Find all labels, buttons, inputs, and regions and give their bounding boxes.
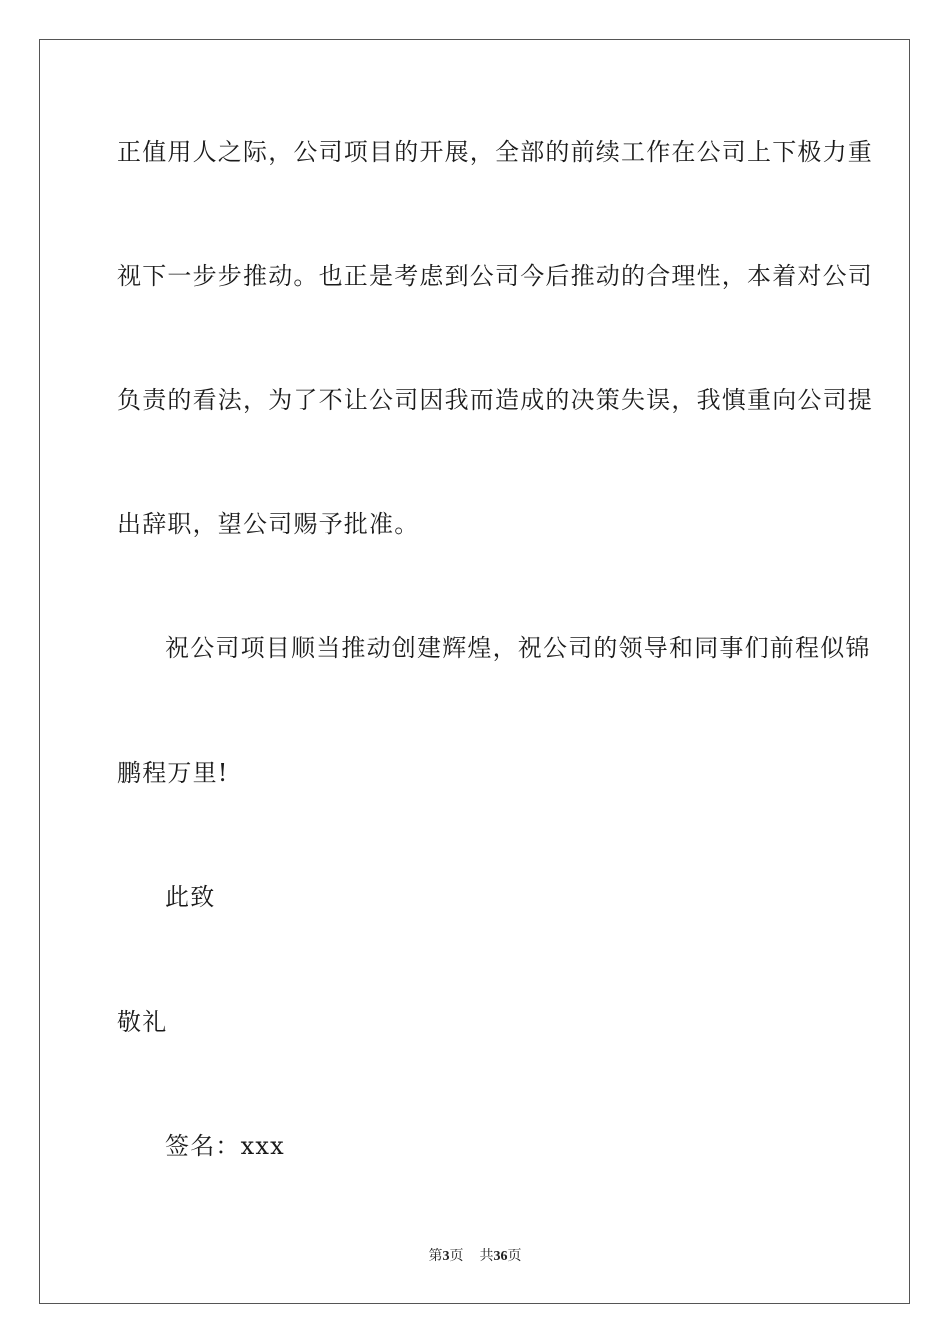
paragraph-line-2: 视下一步步推动。也正是考虑到公司今后推动的合理性，本着对公司 [117, 262, 873, 290]
page-number: 3 [442, 1249, 450, 1264]
paragraph-line-1: 正值用人之际，公司项目的开展，全部的前续工作在公司上下极力重 [117, 138, 873, 166]
blessing-line-2: 鹏程万里! [117, 759, 229, 787]
paragraph-line-4: 出辞职，望公司赐予批准。 [117, 510, 420, 538]
total-prefix: 共 [479, 1249, 494, 1264]
page-footer [0, 1248, 950, 1266]
blessing-line-1: 祝公司项目顺当推动创建辉煌，祝公司的领导和同事们前程似锦 [165, 634, 871, 662]
closing-salutation: 此致 [165, 883, 216, 911]
total-pages: 36 [493, 1249, 508, 1264]
total-suffix: 页 [507, 1249, 522, 1264]
page-border [39, 39, 910, 1304]
paragraph-line-3: 负责的看法，为了不让公司因我而造成的决策失误，我慎重向公司提 [117, 386, 873, 414]
page-suffix: 页 [449, 1249, 464, 1264]
signature-line: 签名：xxx [165, 1132, 285, 1160]
page-prefix: 第 [428, 1249, 443, 1264]
closing-regards: 敬礼 [117, 1008, 168, 1036]
